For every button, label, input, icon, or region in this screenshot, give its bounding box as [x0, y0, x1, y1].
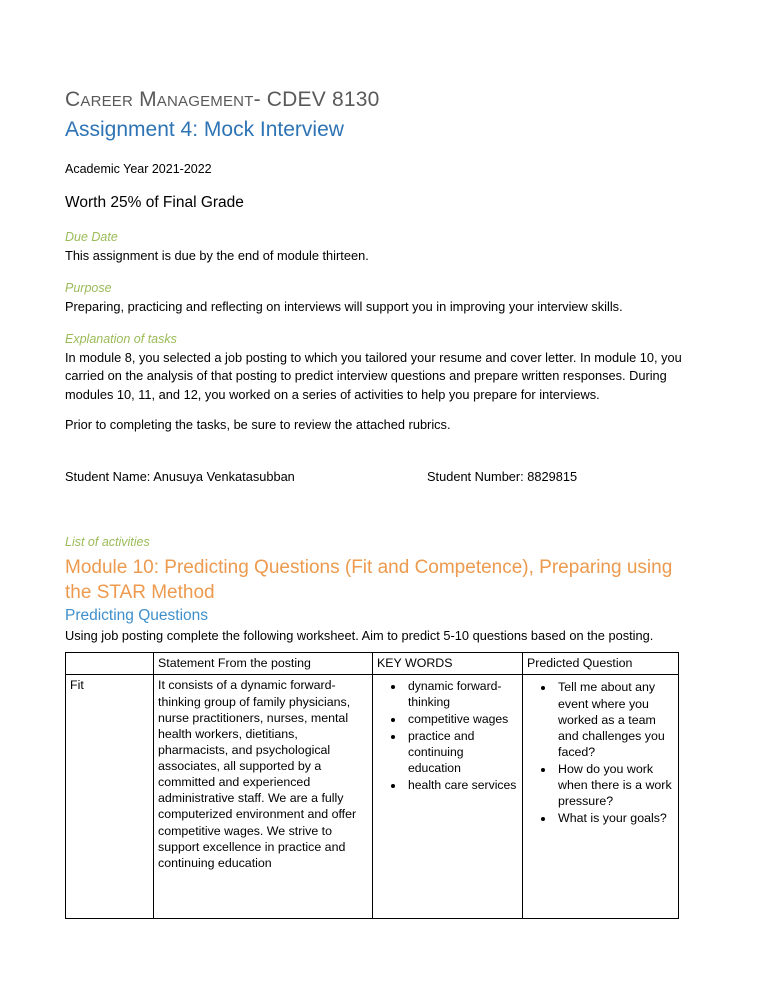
list-item: • Tell me about any event where you worked as a team and challenges you faced?	[555, 679, 674, 760]
list-item: • competitive wages	[405, 712, 518, 728]
cell-predicted-questions	[523, 675, 679, 919]
list-item: • dynamic forward-thinking	[405, 679, 518, 711]
list-item: • What is your goals?	[555, 810, 674, 826]
column-header-category	[66, 653, 154, 675]
student-name: Student Name: Anusuya Venkatasubban	[65, 468, 295, 484]
purpose-text: Preparing, practicing and reflecting on interviews will support you in improving your interview skills.	[65, 298, 623, 314]
predicted-questions-list	[527, 679, 674, 826]
column-header-keywords: KEY WORDS	[373, 653, 523, 675]
cell-keywords	[373, 675, 523, 919]
academic-year: Academic Year 2021-2022	[65, 161, 212, 176]
list-item: • health care services	[405, 778, 518, 794]
predicting-questions-heading: Predicting Questions	[65, 607, 209, 625]
table-header-row	[66, 653, 679, 675]
explanation-paragraph-1: In module 8, you selected a job posting to which you tailored your resume and cover letter. In module 10, you carried on the analysis of that posting to predict interview questions and prepare written responses. During modules 10, 11, and 12, you worked on a series of activities to help you prepare for interviews.	[65, 349, 682, 403]
cell-category-label: Fit	[66, 675, 154, 919]
keywords-list	[377, 679, 518, 793]
worksheet-instructions: Using job posting complete the following worksheet. Aim to predict 5-10 questions based on the posting.	[65, 628, 654, 644]
list-item: • practice and continuing education	[405, 729, 518, 777]
explanation-paragraph-2: Prior to completing the tasks, be sure to review the attached rubrics.	[65, 416, 451, 432]
student-info-row	[65, 469, 687, 487]
document-body	[65, 88, 687, 919]
page-title: Career Management- CDEV 8130	[65, 88, 380, 111]
grade-weight: Worth 25% of Final Grade	[65, 193, 244, 211]
table-row	[66, 675, 679, 919]
due-date-heading: Due Date	[65, 229, 118, 244]
list-item: • How do you work when there is a work pressure?	[555, 761, 674, 809]
purpose-heading: Purpose	[65, 280, 112, 295]
student-number: Student Number: 8829815	[427, 468, 578, 484]
list-of-activities-heading: List of activities	[65, 534, 150, 549]
column-header-predicted-question: Predicted Question	[523, 653, 679, 675]
due-date-text: This assignment is due by the end of module thirteen.	[65, 247, 369, 263]
cell-statement-text: It consists of a dynamic forward-thinking group of family physicians, nurse practitioners, nurses, mental health workers, dietitians, pharmacists, and psychological associates, all supported by a committed and experienced administrative staff. We are a fully computerized environment and offer competitive wages. We strive to support excellence in practice and continuing education	[154, 675, 373, 919]
predicting-questions-table	[65, 652, 679, 919]
explanation-heading: Explanation of tasks	[65, 331, 177, 346]
module-heading: Module 10: Predicting Questions (Fit and Competence), Preparing using the STAR Method	[65, 556, 673, 603]
assignment-subtitle: Assignment 4: Mock Interview	[65, 117, 344, 141]
column-header-statement: Statement From the posting	[154, 653, 373, 675]
